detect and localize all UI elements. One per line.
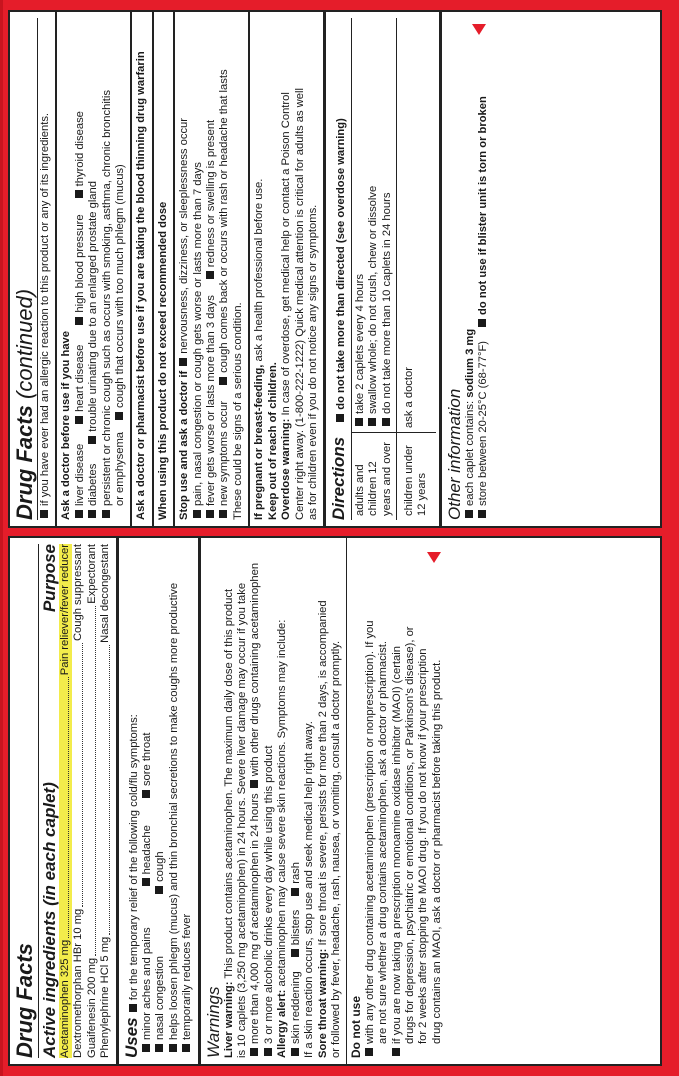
use-item: sore throat — [141, 732, 154, 787]
bullet-icon — [88, 510, 96, 518]
sodium-value: sodium 3 mg — [463, 328, 476, 398]
bullet-icon — [206, 510, 214, 518]
condition-item: diabetes — [87, 463, 100, 506]
bullet-icon — [75, 190, 83, 198]
ingredient-row — [59, 544, 72, 1058]
bullet-icon — [291, 888, 299, 896]
when-using-heading: When using this product do not exceed recommended dose — [156, 201, 169, 520]
pregnancy-overdose-section — [248, 12, 323, 526]
ingredient-row — [72, 544, 85, 1058]
active-ingredients-section — [10, 538, 116, 1064]
use-item: headache — [141, 825, 154, 875]
bullet-icon — [142, 1044, 150, 1052]
table-row — [397, 18, 436, 520]
bullet-icon — [88, 436, 96, 444]
stop-use-section — [173, 12, 248, 526]
ingredient-row — [86, 544, 99, 1058]
dose-instruction: swallow whole; do not crush, chew or dissolve — [367, 185, 380, 414]
ingredient-name: Dextromethorphan HBr 10 mg — [72, 908, 85, 1058]
panel-title: Drug Facts — [12, 943, 37, 1058]
do-not-use-text: drugs for depression, psychiatric or emotional conditions, or Parkinson's disease), or — [403, 626, 416, 1044]
stop-use-item: nervousness, dizziness, or sleeplessness occur — [178, 118, 191, 354]
condition-item: persistent or chronic cough such as occurs with smoking, asthma, chronic bronchitis — [100, 90, 113, 506]
sore-throat-text: If sore throat is severe, persists for more than 2 days, is accompanied — [316, 600, 329, 946]
bullet-icon — [382, 418, 390, 426]
condition-item: liver disease — [73, 443, 86, 506]
ingredient-purpose: Pain reliever/fever reducer — [59, 544, 71, 676]
use-item: cough — [154, 851, 167, 882]
pregnancy-label: If pregnant or breast-feeding, — [253, 364, 266, 520]
bullet-icon — [102, 510, 110, 518]
overdose-text: Center right away. (1-800-222-1222) Quick medical attention is critical for adults as well — [293, 88, 306, 520]
bullet-icon — [219, 510, 227, 518]
dose-instruction: do not take more than 10 caplets in 24 hours — [380, 192, 393, 414]
other-information-section — [439, 12, 494, 526]
uses-intro: for the temporary relief of the following cold/flu symptoms: — [127, 714, 140, 1001]
bullet-icon — [75, 510, 83, 518]
directions-table — [351, 18, 436, 520]
uses-heading: Uses — [121, 1017, 141, 1058]
dose-instruction: take 2 caplets every 4 hours — [353, 274, 366, 414]
allergy-alert-label: Allergy alert: — [276, 989, 289, 1058]
purpose-heading: Purpose — [40, 544, 59, 613]
bullet-icon — [206, 271, 214, 279]
ingredient-purpose: Nasal decongestant — [99, 544, 112, 643]
continued-warnings-section — [10, 12, 55, 526]
stop-use-note: These could be signs of a serious condition. — [231, 302, 244, 520]
warnings-section — [198, 538, 347, 1064]
ingredient-name: Acetaminophen 325 mg — [59, 939, 71, 1058]
drug-facts-continued-panel — [8, 10, 662, 528]
continue-arrow-icon — [427, 552, 441, 563]
use-item: helps loosen phlegm (mucus) and thin bronchial secretions to make coughs more productive — [167, 582, 180, 1040]
bullet-icon — [142, 790, 150, 798]
continue-arrow-icon — [472, 24, 486, 35]
bullet-icon — [155, 886, 163, 894]
bullet-icon — [392, 1048, 400, 1056]
panel-title-suffix: (continued) — [12, 288, 37, 399]
bullet-icon — [291, 1048, 299, 1056]
other-information-heading: Other information — [444, 388, 464, 520]
use-item: temporarily reduces fever — [181, 913, 194, 1040]
overdose-text: as for children even if you do not notice any signs or symptoms. — [306, 204, 319, 520]
liver-warning-text: This product contains acetaminophen. The maximum daily dose of this product — [222, 588, 235, 979]
bullet-icon — [75, 416, 83, 424]
condition-item: thyroid disease — [73, 111, 86, 187]
liver-warning-text: is 10 caplets (3,250 mg acetaminophen) in 24 hours. Severe liver damage may occur if you take — [236, 582, 249, 1058]
allergy-item: blisters — [289, 909, 302, 946]
stop-use-item: fever gets worse or lasts more than 3 days — [205, 295, 218, 506]
box-edge — [0, 0, 3, 1076]
ask-doctor-heading: Ask a doctor before use if you have — [60, 331, 73, 520]
ingredient-row — [99, 544, 112, 1058]
ask-pharmacist-heading: Ask a doctor or pharmacist before use if you are taking the blood thinning drug warfarin — [135, 51, 148, 520]
do-not-use-section — [346, 538, 447, 1064]
ask-pharmacist-section — [130, 12, 151, 526]
liver-bullet: with other drugs containing acetaminophen — [249, 562, 262, 777]
keep-out-of-reach: Keep out of reach of children. — [266, 362, 279, 520]
liver-warning-label: Liver warning: — [222, 981, 235, 1058]
bullet-icon — [155, 1044, 163, 1052]
bullet-icon — [169, 1044, 177, 1052]
ask-doctor-section — [55, 12, 130, 526]
allergy-alert-text: acetaminophen may cause severe skin reactions. Symptoms may include: — [276, 619, 289, 987]
liver-bullet: 3 or more alcoholic drinks every day while using this product — [262, 745, 275, 1044]
directions-note: do not take more than directed (see overdose warning) — [335, 118, 348, 410]
bullet-icon — [115, 412, 123, 420]
bullet-icon — [219, 377, 227, 385]
bullet-icon — [291, 949, 299, 957]
stop-use-item: pain, nasal congestion or cough gets worse or lasts more than 7 days — [191, 162, 204, 506]
bullet-icon — [182, 1044, 190, 1052]
use-item: minor aches and pains — [141, 927, 154, 1040]
directions-section — [323, 12, 438, 526]
sore-throat-label: Sore throat warning: — [316, 948, 329, 1058]
uses-section — [116, 538, 198, 1064]
bullet-icon — [129, 1004, 137, 1012]
condition-item: heart disease — [73, 344, 86, 412]
bullet-icon — [368, 418, 376, 426]
bullet-icon — [365, 1048, 373, 1056]
table-row — [352, 18, 397, 520]
do-not-use-text: are not sure whether a drug contains acetaminophen, ask a doctor or pharmacist. — [377, 641, 390, 1044]
do-not-use-text: drug contains an MAOI, ask a doctor or pharmacist before taking this product. — [430, 659, 443, 1044]
sodium-label: each caplet contains: — [463, 400, 476, 506]
sore-throat-text: or followed by fever, headache, rash, nausea, or vomiting, consult a doctor promptly. — [329, 640, 342, 1058]
allergy-alert-text: If a skin reaction occurs, stop use and seek medical help right away. — [303, 721, 316, 1058]
bullet-icon — [465, 510, 473, 518]
do-not-use-text: with any other drug containing acetaminophen (prescription or nonprescription). If you — [363, 620, 376, 1044]
age-group: adults and children 12 years and over — [352, 432, 396, 520]
storage-text: store between 20-25°C (68-77°F) — [477, 340, 490, 506]
stop-use-item: cough comes back or occurs with rash or headache that lasts — [218, 69, 231, 373]
bullet-icon — [250, 1048, 258, 1056]
do-not-use-heading: Do not use — [349, 996, 364, 1058]
allergy-item: rash — [289, 862, 302, 884]
bullet-icon — [142, 878, 150, 886]
condition-item: cough that occurs with too much phlegm (mucus) — [114, 164, 127, 408]
bullet-icon — [478, 510, 486, 518]
warning-text: if you have ever had an allergic reaction to this product or any of its ingredients. — [39, 112, 51, 506]
condition-item: or emphysema — [114, 432, 127, 506]
bullet-icon — [179, 358, 187, 366]
ingredient-purpose: Cough suppressant — [72, 544, 85, 642]
bullet-icon — [478, 319, 486, 327]
stop-use-item: new symptoms occur — [218, 400, 231, 506]
stop-use-item: redness or swelling is present — [205, 119, 218, 268]
allergy-item: skin reddening — [289, 971, 302, 1044]
overdose-label: Overdose warning: — [280, 418, 293, 520]
ingredient-name: Guaifenesin 200 mg — [85, 957, 98, 1058]
condition-item: high blood pressure — [73, 214, 86, 313]
stop-use-heading: Stop use and ask a doctor if — [178, 370, 191, 520]
panel-title: Drug Facts — [12, 405, 37, 520]
when-using-section — [152, 12, 173, 526]
directions-heading: Directions — [329, 436, 349, 520]
blister-warning: do not use if blister unit is torn or broken — [477, 96, 490, 315]
dose-instruction: ask a doctor — [402, 367, 415, 428]
bullet-icon — [355, 418, 363, 426]
use-item: nasal congestion — [154, 956, 167, 1040]
bullet-icon — [264, 1048, 272, 1056]
do-not-use-text: if you are now taking a prescription monoamine oxidase inhibitor (MAOI) (certain — [390, 646, 403, 1044]
condition-item: trouble urinating due to an enlarged prostate gland — [87, 181, 100, 432]
age-group: children under 12 years — [397, 432, 436, 520]
warnings-heading: Warnings — [203, 986, 223, 1058]
drug-facts-panel — [8, 536, 662, 1066]
bullet-icon — [250, 780, 258, 788]
liver-bullet: more than 4,000 mg of acetaminophen in 24 hours — [249, 793, 262, 1044]
overdose-text: In case of overdose, get medical help or contact a Poison Control — [280, 92, 293, 416]
ingredient-purpose: Expectorant — [85, 544, 98, 604]
bullet-icon — [75, 317, 83, 325]
do-not-use-text: for 2 weeks after stopping the MAOI drug. If you do not know if your prescription — [417, 648, 430, 1044]
ingredient-name: Phenylephrine HCl 5 mg — [99, 936, 112, 1058]
active-ingredients-heading: Active ingredients (in each caplet) — [40, 782, 59, 1058]
bullet-icon — [193, 510, 201, 518]
bullet-icon — [336, 414, 344, 422]
pregnancy-text: ask a health professional before use. — [253, 178, 266, 362]
bullet-icon — [40, 510, 48, 518]
